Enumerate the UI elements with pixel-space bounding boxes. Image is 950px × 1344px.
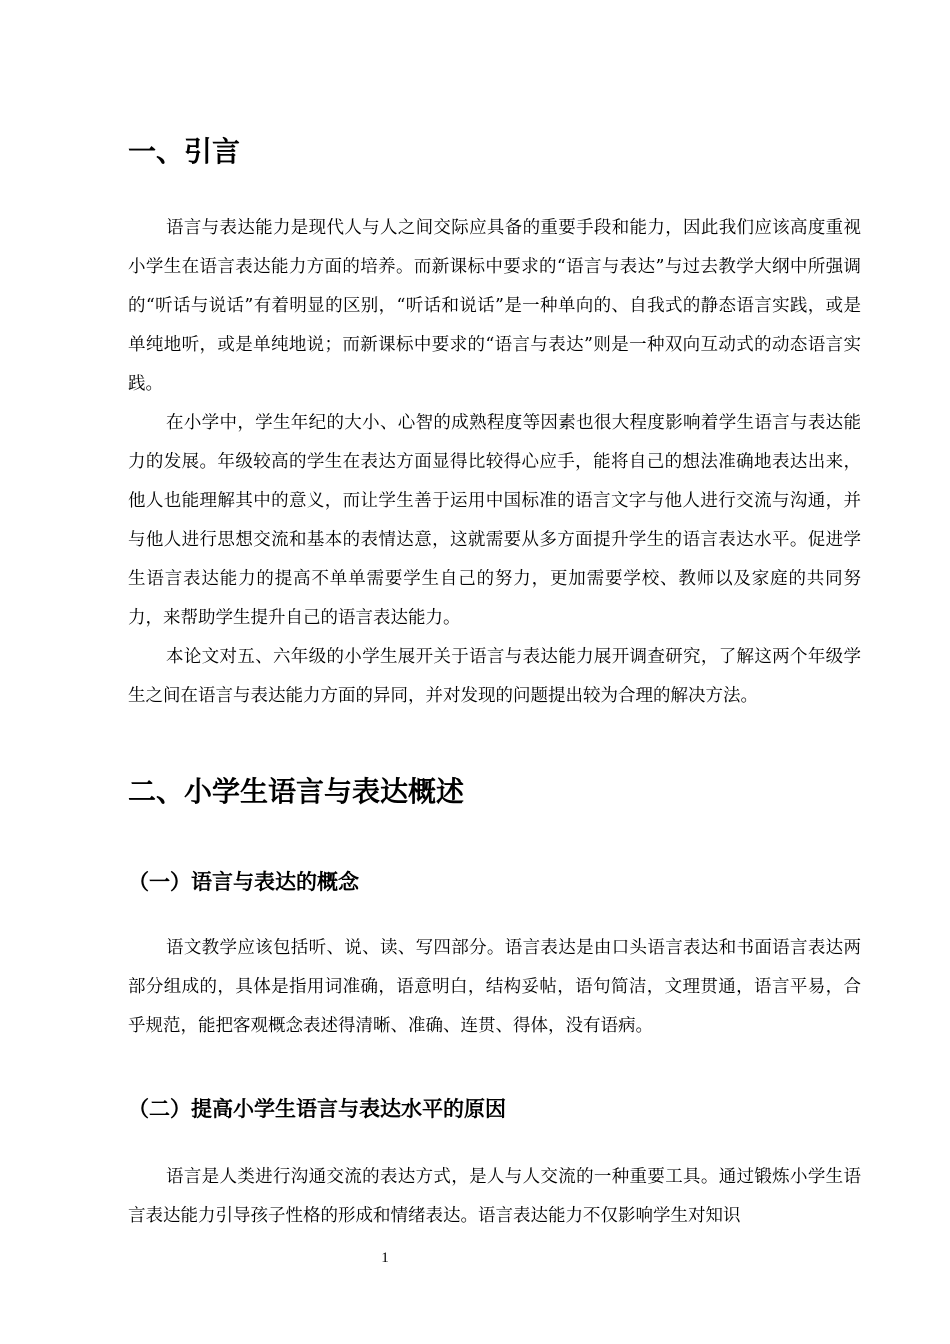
- subsection-heading-concept: （一）语言与表达的概念: [128, 870, 359, 894]
- intro-paragraph-3: 本论文对五、六年级的小学生展开关于语言与表达能力展开调查研究，了解这两个年级学生之间在语言与表达能力方面的异同，并对发现的问题提出较为合理的解决方法。: [128, 647, 861, 706]
- concept-paragraph: 语文教学应该包括听、说、读、写四部分。语言表达是由口头语言表达和书面语言表达两部分组成的，具体是指用词准确，语意明白，结构妥帖，语句简洁，文理贯通，语言平易，合乎规范，能把客观概念表述得清晰、准确、连贯、得体，没有语病。: [128, 938, 861, 1036]
- section-heading-overview: 二、小学生语言与表达概述: [128, 775, 465, 808]
- reasons-paragraph: 语言是人类进行沟通交流的表达方式，是人与人交流的一种重要工具。通过锻炼小学生语言表达能力引导孩子性格的形成和情绪表达。语言表达能力不仅影响学生对知识: [128, 1167, 861, 1226]
- subsection-heading-reasons: （二）提高小学生语言与表达水平的原因: [128, 1097, 506, 1121]
- intro-paragraph-2: 在小学中，学生年纪的大小、心智的成熟程度等因素也很大程度影响着学生语言与表达能力的发展。年级较高的学生在表达方面显得比较得心应手，能将自己的想法准确地表达出来，他人也能理解其中的意义，而让学生善于运用中国标准的语言文字与他人进行交流与沟通，并与他人进行思想交流和基本的表情达意，这就需要从多方面提升学生的语言表达水平。促进学生语言表达能力的提高不单单需要学生自己的努力，更加需要学校、教师以及家庭的共同努力，来帮助学生提升自己的语言表达能力。: [128, 413, 861, 628]
- intro-paragraph-1: 语言与表达能力是现代人与人之间交际应具备的重要手段和能力，因此我们应该高度重视小学生在语言表达能力方面的培养。而新课标中要求的“语言与表达”与过去教学大纲中所强调的“听话与说话”有着明显的区别，“听话和说话”是一种单向的、自我式的静态语言实践，或是单纯地听，或是单纯地说；而新课标中要求的“语言与表达”则是一种双向互动式的动态语言实践。: [128, 218, 861, 394]
- section-heading-introduction: 一、引言: [128, 135, 241, 168]
- page-number: 1: [381, 1250, 389, 1266]
